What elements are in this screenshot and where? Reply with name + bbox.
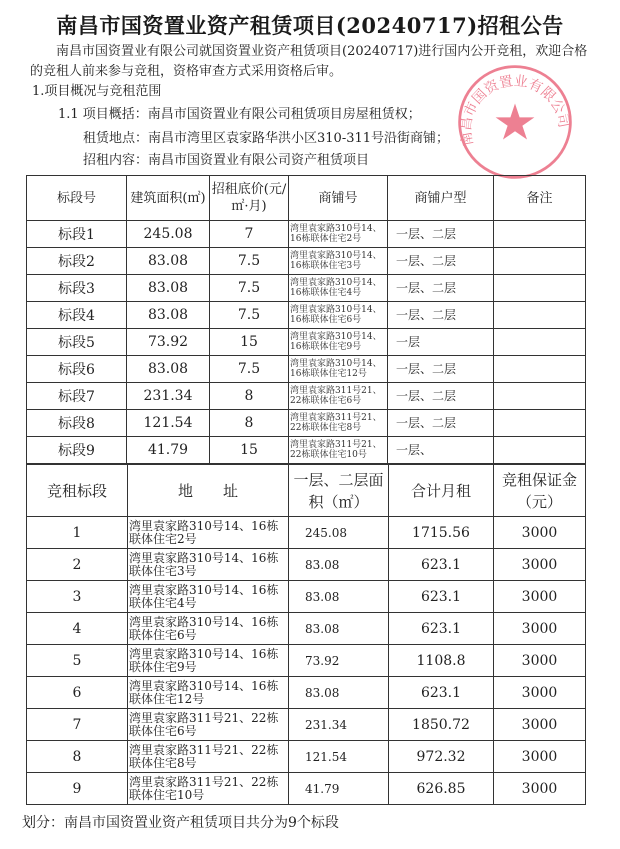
lot-cell: 标段9 [27, 437, 127, 464]
section-heading: 1.项目概况与竞租范围 [32, 84, 162, 99]
type-cell: 一层、二层 [388, 275, 494, 302]
column-header: 商铺户型 [388, 176, 494, 221]
lease-location: 租赁地点：南昌市湾里区袁家路华洪小区310-311号沿街商铺； [83, 131, 450, 146]
area-cell: 41.79 [289, 773, 389, 805]
table-row [27, 329, 586, 356]
project-overview: 1.1 项目概括：南昌市国资置业有限公司租赁项目房屋租赁权； [58, 107, 421, 122]
table-header-row [27, 176, 586, 221]
address-cell: 湾里袁家路311号21、22栋联体住宅8号 [128, 741, 289, 773]
table-row [27, 549, 586, 581]
table-row [27, 302, 586, 329]
type-cell: 一层、二层 [388, 221, 494, 248]
lot-cell: 标段7 [27, 383, 127, 410]
rent-deposit-table [26, 464, 586, 805]
note-cell [494, 221, 586, 248]
table-row [27, 709, 586, 741]
lease-content: 招租内容：南昌市国资置业有限公司资产租赁项目 [83, 153, 370, 168]
table-header-row [27, 465, 586, 517]
type-cell: 一层、二层 [388, 383, 494, 410]
shop-cell: 湾里袁家路310号14、16栋联体住宅9号 [289, 329, 388, 356]
deposit-cell: 3000 [494, 773, 586, 805]
shop-cell: 湾里袁家路311号21、22栋联体住宅10号 [289, 437, 388, 464]
lot-cell: 4 [27, 613, 128, 645]
lot-cell: 标段6 [27, 356, 127, 383]
table-row [27, 581, 586, 613]
deposit-cell: 3000 [494, 517, 586, 549]
monthly-rent-cell: 623.1 [389, 613, 494, 645]
monthly-rent-cell: 1715.56 [389, 517, 494, 549]
svg-text:南昌市国资置业有限公司: 南昌市国资置业有限公司 [458, 73, 572, 148]
shop-cell: 湾里袁家路311号21、22栋联体住宅8号 [289, 410, 388, 437]
lot-cell: 2 [27, 549, 128, 581]
note-cell [494, 383, 586, 410]
address-cell: 湾里袁家路310号14、16栋联体住宅6号 [128, 613, 289, 645]
area-cell: 83.08 [289, 549, 389, 581]
type-cell: 一层、二层 [388, 248, 494, 275]
column-header: 竞租保证金（元） [494, 465, 586, 517]
table-row [27, 517, 586, 549]
price-cell: 7.5 [210, 356, 289, 383]
lot-cell: 1 [27, 517, 128, 549]
type-cell: 一层 [388, 329, 494, 356]
monthly-rent-cell: 623.1 [389, 549, 494, 581]
table-row [27, 677, 586, 709]
area-cell: 83.08 [127, 275, 210, 302]
deposit-cell: 3000 [494, 645, 586, 677]
price-cell: 8 [210, 410, 289, 437]
area-cell: 231.34 [289, 709, 389, 741]
shop-cell: 湾里袁家路310号14、16栋联体住宅2号 [289, 221, 388, 248]
lot-cell: 3 [27, 581, 128, 613]
shop-cell: 湾里袁家路310号14、16栋联体住宅4号 [289, 275, 388, 302]
column-header: 竞租标段 [27, 465, 128, 517]
address-cell: 湾里袁家路310号14、16栋联体住宅4号 [128, 581, 289, 613]
type-cell: 一层、二层 [388, 356, 494, 383]
lot-cell: 9 [27, 773, 128, 805]
tables-section [22, 175, 585, 833]
area-cell: 83.08 [127, 248, 210, 275]
table-row [27, 410, 586, 437]
column-header: 合计月租 [389, 465, 494, 517]
deposit-cell: 3000 [494, 549, 586, 581]
monthly-rent-cell: 623.1 [389, 677, 494, 709]
column-header: 备注 [494, 176, 586, 221]
address-cell: 湾里袁家路310号14、16栋联体住宅3号 [128, 549, 289, 581]
monthly-rent-cell: 972.32 [389, 741, 494, 773]
deposit-cell: 3000 [494, 709, 586, 741]
shop-cell: 湾里袁家路310号14、16栋联体住宅3号 [289, 248, 388, 275]
note-cell [494, 410, 586, 437]
type-cell: 一层、二层 [388, 410, 494, 437]
lot-cell: 标段2 [27, 248, 127, 275]
table-row [27, 741, 586, 773]
table-row [27, 356, 586, 383]
column-header: 一层、二层面积（㎡） [289, 465, 389, 517]
lot-cell: 6 [27, 677, 128, 709]
table-row [27, 645, 586, 677]
area-cell: 83.08 [289, 677, 389, 709]
table-row [27, 248, 586, 275]
note-cell [494, 356, 586, 383]
column-header: 商铺号 [289, 176, 388, 221]
address-cell: 湾里袁家路310号14、16栋联体住宅9号 [128, 645, 289, 677]
note-cell [494, 437, 586, 464]
area-cell: 231.34 [127, 383, 210, 410]
price-cell: 7.5 [210, 275, 289, 302]
area-cell: 41.79 [127, 437, 210, 464]
area-cell: 121.54 [289, 741, 389, 773]
note-cell [494, 302, 586, 329]
table-row [27, 275, 586, 302]
table-row [27, 221, 586, 248]
lot-info-table [26, 175, 586, 464]
price-cell: 7 [210, 221, 289, 248]
price-cell: 7.5 [210, 248, 289, 275]
monthly-rent-cell: 626.85 [389, 773, 494, 805]
address-cell: 湾里袁家路311号21、22栋联体住宅10号 [128, 773, 289, 805]
lot-division-note: 划分：南昌市国资置业资产租赁项目共分为9个标段 [22, 815, 339, 831]
area-cell: 121.54 [127, 410, 210, 437]
area-cell: 83.08 [289, 581, 389, 613]
column-header: 建筑面积(㎡) [127, 176, 210, 221]
monthly-rent-cell: 623.1 [389, 581, 494, 613]
lot-cell: 标段4 [27, 302, 127, 329]
table-row [27, 383, 586, 410]
shop-cell: 湾里袁家路310号14、16栋联体住宅12号 [289, 356, 388, 383]
address-cell: 湾里袁家路310号14、16栋联体住宅12号 [128, 677, 289, 709]
note-cell [494, 275, 586, 302]
area-cell: 83.08 [289, 613, 389, 645]
deposit-cell: 3000 [494, 677, 586, 709]
area-cell: 245.08 [289, 517, 389, 549]
type-cell: 一层、 [388, 437, 494, 464]
note-cell [494, 329, 586, 356]
company-seal-stamp [455, 62, 575, 182]
table-row [27, 437, 586, 464]
lot-cell: 标段3 [27, 275, 127, 302]
lot-cell: 5 [27, 645, 128, 677]
shop-cell: 湾里袁家路311号21、22栋联体住宅6号 [289, 383, 388, 410]
monthly-rent-cell: 1108.8 [389, 645, 494, 677]
shop-cell: 湾里袁家路310号14、16栋联体住宅6号 [289, 302, 388, 329]
lot-cell: 7 [27, 709, 128, 741]
table-row [27, 773, 586, 805]
price-cell: 8 [210, 383, 289, 410]
area-cell: 83.08 [127, 302, 210, 329]
lot-cell: 标段8 [27, 410, 127, 437]
area-cell: 73.92 [289, 645, 389, 677]
address-cell: 湾里袁家路310号14、16栋联体住宅2号 [128, 517, 289, 549]
deposit-cell: 3000 [494, 741, 586, 773]
intro-paragraph: 南昌市国资置业有限公司就国资置业资产租赁项目(20240717)进行国内公开竞租，欢迎合格的竞租人前来参与竞租，资格审查方式采用资格后审。 [30, 44, 588, 79]
column-header: 地 址 [128, 465, 289, 517]
page-title: 南昌市国资置业资产租赁项目(20240717)招租公告 [56, 13, 564, 38]
address-cell: 湾里袁家路311号21、22栋联体住宅6号 [128, 709, 289, 741]
deposit-cell: 3000 [494, 581, 586, 613]
note-cell [494, 248, 586, 275]
lot-cell: 8 [27, 741, 128, 773]
price-cell: 15 [210, 437, 289, 464]
column-header: 招租底价(元/㎡·月) [210, 176, 289, 221]
area-cell: 73.92 [127, 329, 210, 356]
type-cell: 一层、二层 [388, 302, 494, 329]
area-cell: 83.08 [127, 356, 210, 383]
column-header: 标段号 [27, 176, 127, 221]
table-row [27, 613, 586, 645]
price-cell: 15 [210, 329, 289, 356]
deposit-cell: 3000 [494, 613, 586, 645]
lot-cell: 标段1 [27, 221, 127, 248]
monthly-rent-cell: 1850.72 [389, 709, 494, 741]
price-cell: 7.5 [210, 302, 289, 329]
area-cell: 245.08 [127, 221, 210, 248]
lot-cell: 标段5 [27, 329, 127, 356]
